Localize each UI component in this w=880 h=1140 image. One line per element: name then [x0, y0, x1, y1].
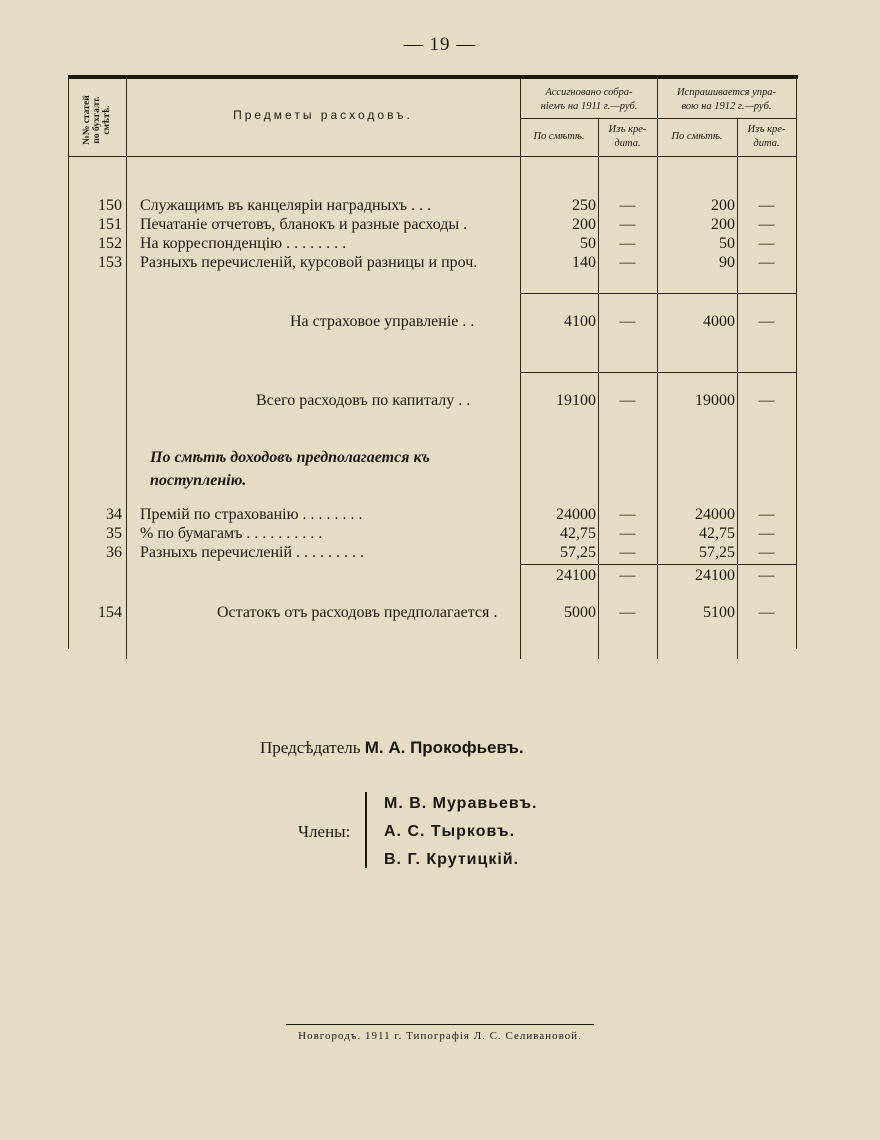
member-name: М. В. Муравьевъ.	[384, 795, 538, 812]
income-total-rule	[520, 564, 796, 565]
header-by-estimate-2: По смѣтѣ.	[671, 131, 723, 142]
footer-rule	[286, 1024, 594, 1025]
page-number: — 19 —	[403, 34, 477, 55]
subtotal-rule-1	[520, 293, 796, 294]
members-brace	[365, 792, 375, 868]
member-name: А. С. Тырковъ.	[384, 823, 516, 840]
chairman-line	[260, 738, 524, 758]
income-section-title: По смѣтѣ доходовъ предполагается къ поступленію.	[150, 449, 430, 489]
table-border-left	[68, 79, 69, 649]
header-from-credit-1: Изъ кре- дита.	[608, 124, 647, 149]
top-rule	[68, 75, 798, 79]
table-border-right	[796, 79, 797, 649]
chairman-label: Предсѣдатель	[260, 738, 361, 757]
header-by-estimate-1: По смѣтѣ.	[533, 131, 585, 142]
header-items: Предметы расходовъ.	[233, 108, 413, 122]
header-from-credit-2: Изъ кре- дита.	[747, 124, 786, 149]
members-label: Члены:	[298, 822, 351, 841]
document-page: — 19 — №№ статей по бухгалт. смѣтѣ. Предметы расходовъ. Ассигновано собра- ніемъ на 1911 г.—руб. Испрашивается упра- вою на 1912 г.—руб. По смѣтѣ. Изъ кре- дита. По смѣтѣ. Изъ кре- дита. 150 Служащимъ въ канцеляріи наградныхъ . . . 250 — 200 — 151 Печатаніе отчетовъ, бланокъ и разные расходы . 200 — 200 — 152 На корреспонденцію . . . . . . . . 50 — 50 — 153 Разныхъ перечисленій, курсовой разницы и проч. 140 — 90 — На страховое управленіе . . 4100 — 4000 — Всего расходовъ по капиталу . . 19100 — 19000 — По смѣтѣ доходовъ предполагается къ поступленію. 34 Премій по страхованію . . . . . . . . 24000 — 24000 — 35 % по бумагамъ . . . . . . . . . . 42,75 — 42,75 — 36 Разныхъ перечисленій . . . . . . . . . 57,25 — 57,25 — 24100 — 24100 — 154 Остатокъ отъ расходовъ предполагается . 5000 — 5100 — Предсѣдатель М. А. Прокофьевъ. Члены: М. В. Муравьевъ. А. С. Тырковъ. В. Г. Крутицкій. Новгородъ. 1911 г. Типографія Л. С. Селивановой.	[0, 0, 880, 1140]
printer-imprint: Новгородъ. 1911 г. Типографія Л. С. Селивановой.	[298, 1030, 582, 1042]
header-article-numbers: №№ статей по бухгалт. смѣтѣ.	[82, 95, 112, 145]
header-assigned: Ассигновано собра- ніемъ на 1911 г.—руб.	[540, 87, 638, 112]
num-col-divider	[126, 79, 127, 659]
subheader-rule	[520, 118, 796, 119]
header-bottom-rule	[68, 156, 796, 157]
header-requested: Испрашивается упра- вою на 1912 г.—руб.	[676, 87, 777, 112]
subtotal-rule-2	[520, 372, 796, 373]
chairman-name: М. А. Прокофьевъ.	[364, 738, 524, 757]
member-name: В. Г. Крутицкій.	[384, 851, 520, 868]
